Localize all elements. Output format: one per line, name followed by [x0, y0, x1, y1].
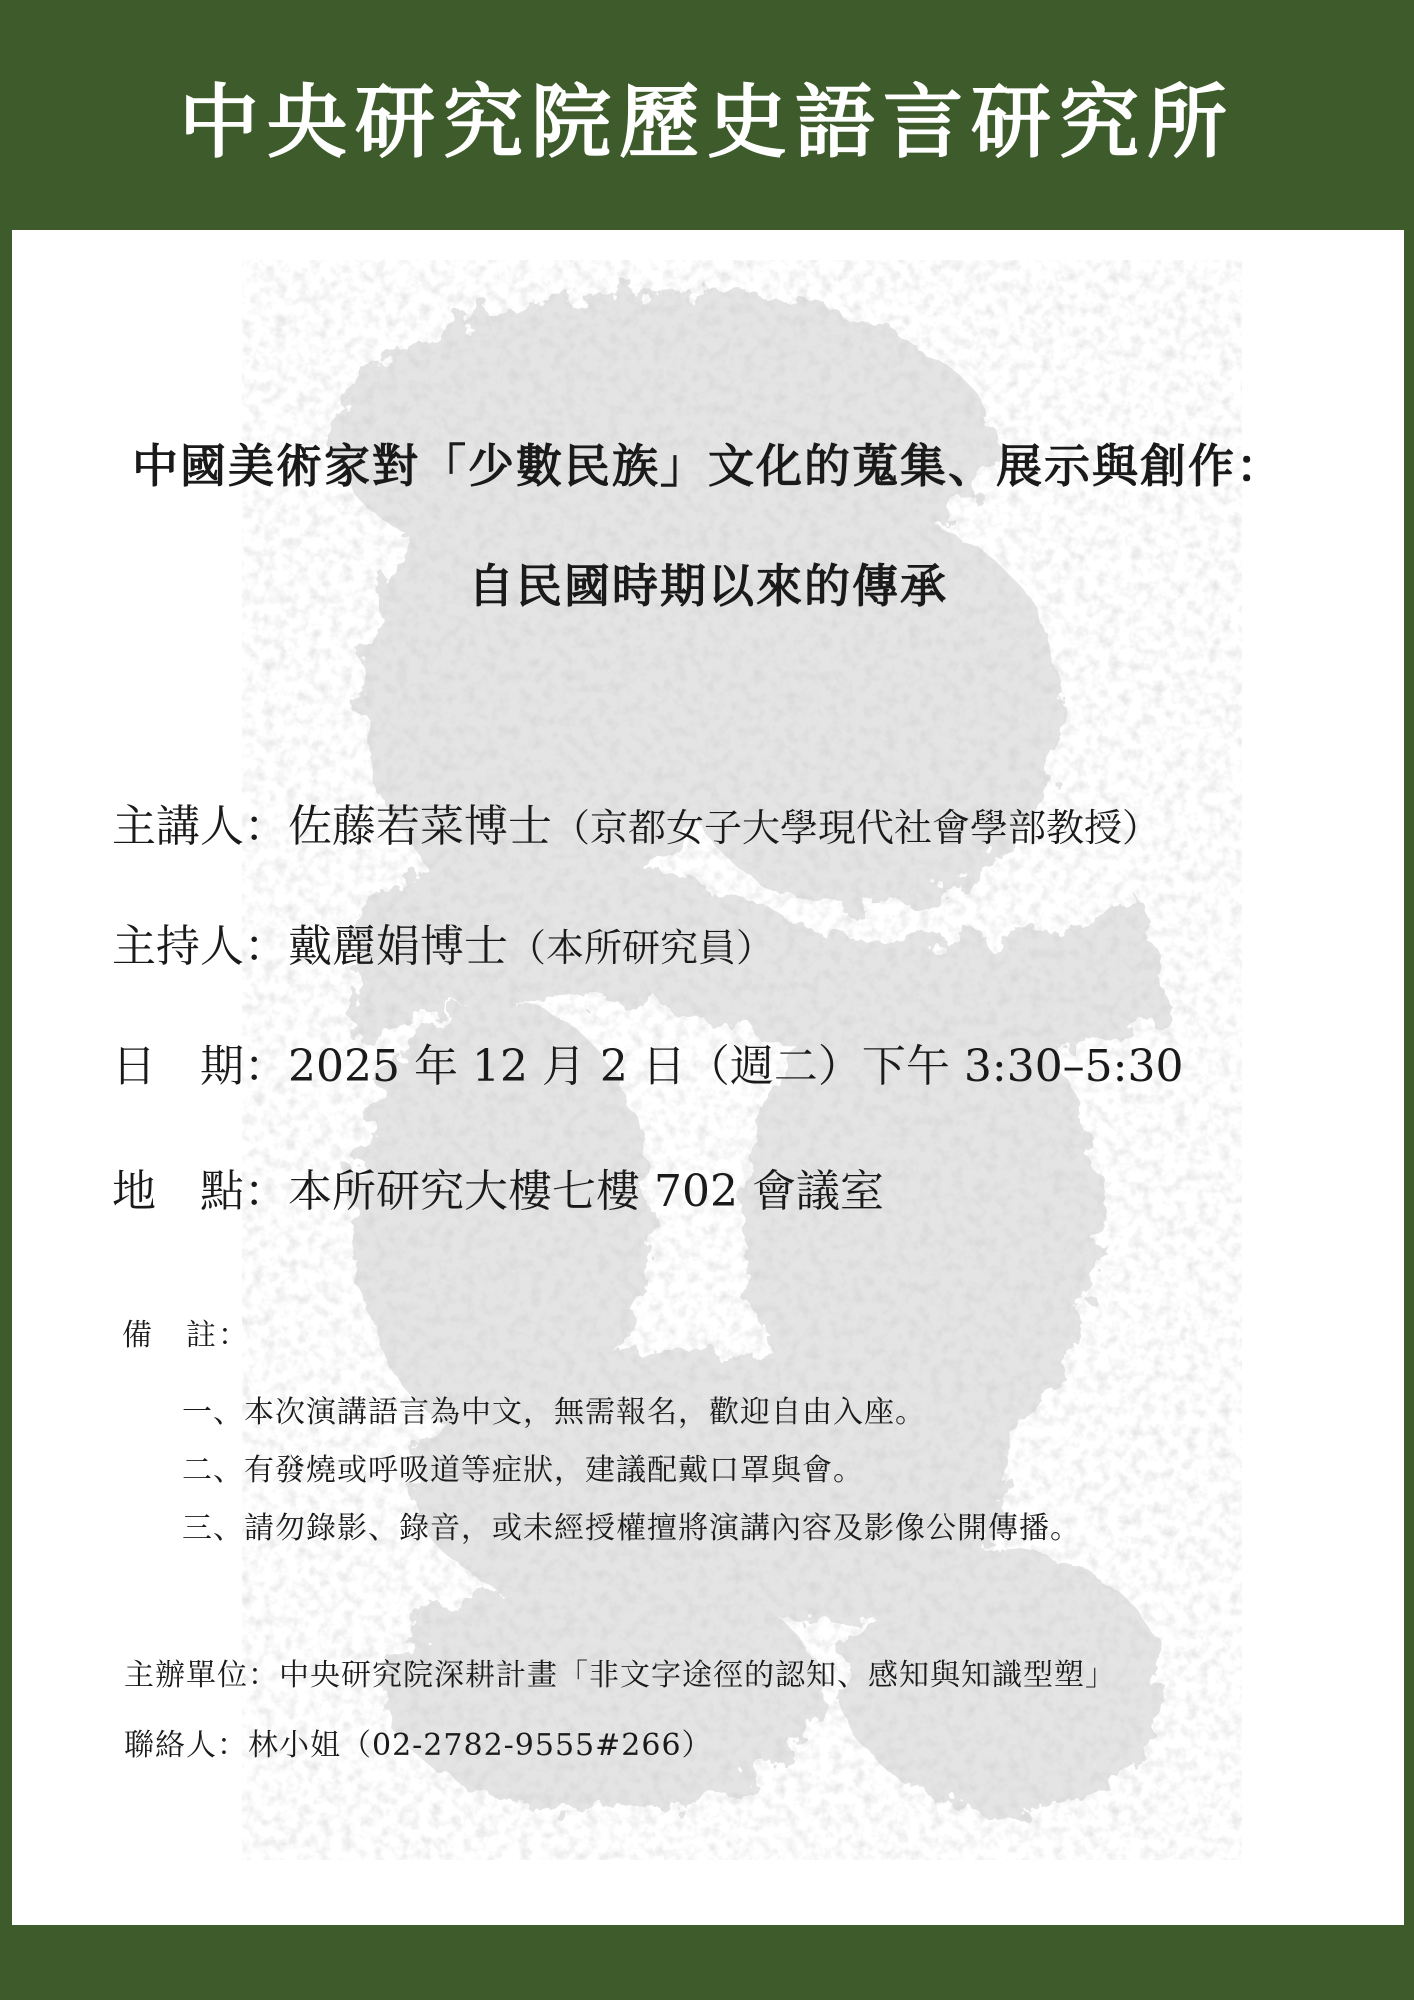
place-row: [112, 1155, 884, 1219]
note-item: 一、本次演講語言為中文，無需報名，歡迎自由入座。: [182, 1395, 926, 1430]
speaker-row: [112, 790, 1160, 854]
host-row: [112, 910, 774, 974]
header-banner: [0, 0, 1414, 230]
host-affiliation: （本所研究員）: [508, 926, 775, 970]
organizer-line: 主辦單位：中央研究院深耕計畫「非文字途徑的認知、感知與知識型塑」: [124, 1658, 1116, 1693]
note-item: 二、有發燒或呼吸道等症狀，建議配戴口罩與會。: [182, 1453, 864, 1488]
notes-label: 備 註：: [122, 1318, 250, 1353]
speaker-affiliation: （京都女子大學現代社會學部教授）: [552, 806, 1161, 850]
place-label: 地 點：: [112, 1166, 288, 1217]
note-item: 三、請勿錄影、錄音，或未經授權擅將演講內容及影像公開傳播。: [182, 1511, 1081, 1546]
date-row: [112, 1030, 1184, 1094]
date-label: 日 期：: [112, 1041, 288, 1092]
content-panel: [12, 230, 1404, 1925]
institution-title: 中央研究院歷史語言研究所: [179, 74, 1235, 169]
host-label: 主持人：: [112, 921, 288, 972]
date-value: 2025 年 12 月 2 日（週二）下午 3:30–5:30: [288, 1041, 1184, 1092]
lecture-title-line2: 自民國時期以來的傳承: [468, 559, 948, 613]
host-name: 戴麗娟博士: [288, 921, 508, 972]
contact-line: 聯絡人：林小姐（02-2782-9555#266）: [124, 1728, 713, 1763]
place-value: 本所研究大樓七樓 702 會議室: [288, 1166, 884, 1217]
speaker-name: 佐藤若菜博士: [288, 801, 552, 852]
lecture-title-line1: 中國美術家對「少數民族」文化的蒐集、展示與創作：: [132, 439, 1284, 493]
poster-content: [12, 230, 1404, 1925]
speaker-label: 主講人：: [112, 801, 288, 852]
